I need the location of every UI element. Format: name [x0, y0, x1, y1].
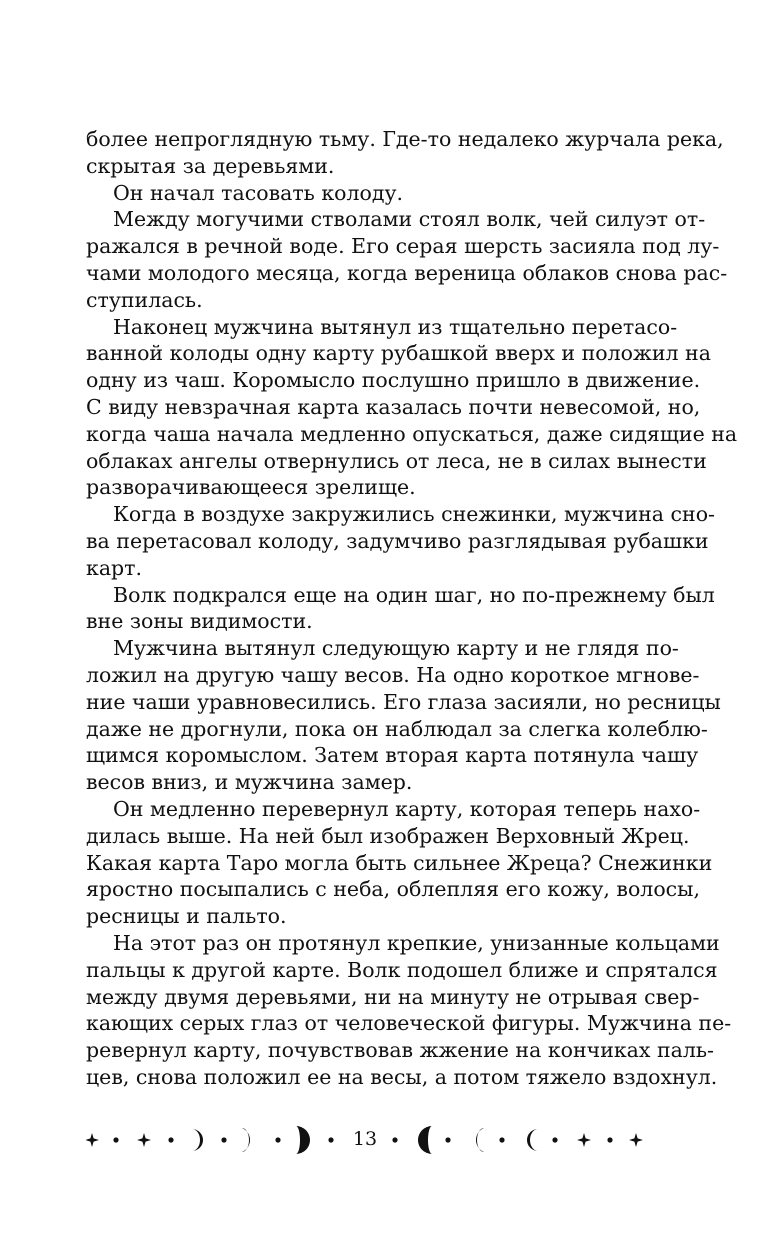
dot-icon: [328, 1137, 333, 1142]
paragraph: [86, 582, 715, 636]
text-line: карт.: [86, 555, 143, 580]
text-line: Наконец мужчина вытянул из тщательно перетасо-: [113, 314, 678, 339]
page-number: 13: [352, 1128, 378, 1150]
text-line: Он медленно перевернул карту, которая теперь нахо-: [113, 796, 701, 821]
text-line: ва перетасовал колоду, задумчиво разглядывая рубашки: [86, 528, 709, 553]
text-line: кающих серых глаз от человеческой фигуры. Мужчина пе-: [86, 1011, 732, 1036]
text-line: ресницы и пальто.: [86, 904, 287, 929]
text-line: яростно посыпались с неба, облепляя его кожу, волосы,: [86, 877, 700, 902]
text-line: Между могучими стволами стоял волк, чей силуэт от-: [113, 207, 706, 232]
paragraph: [86, 796, 713, 930]
text-line: чами молодого месяца, когда вереница облаков снова рас-: [86, 260, 728, 285]
text-line: Когда в воздухе закружились снежинки, мужчина сно-: [113, 502, 715, 527]
moon-crescent-icon: [527, 1129, 538, 1151]
paragraph: [86, 206, 728, 313]
text-line: ние чаши уравновесились. Его глаза засияли, но ресницы: [86, 689, 721, 714]
paragraph: [86, 180, 645, 207]
dot-icon: [168, 1137, 173, 1142]
dot-icon: [552, 1137, 557, 1142]
text-line: цев, снова положил ее на весы, а потом тяжело вздохнул.: [86, 1064, 718, 1089]
text-line: скрытая за деревьями.: [86, 153, 335, 178]
paragraph: [86, 635, 721, 796]
paragraph: [86, 126, 724, 180]
dot-icon: [607, 1137, 612, 1142]
text-line: даже не дрогнули, пока он наблюдал за слегка колеблю-: [86, 716, 708, 741]
text-line: разворачивающееся зрелище.: [86, 475, 416, 500]
text-line: щимся коромыслом. Затем вторая карта потянула чашу: [86, 743, 699, 768]
text-line: облаках ангелы отвернулись от леса, не в силах вынести: [86, 448, 707, 473]
paragraph: [86, 930, 732, 1091]
paragraph: [86, 314, 738, 502]
text-line: ражался в речной воде. Его серая шерсть засияла под лу-: [86, 234, 720, 259]
text-line: ванной колоды одну карту рубашкой вверх и положил на: [86, 341, 711, 366]
text-line: пальцы к другой карте. Волк подошел ближе и спрятался: [86, 957, 718, 982]
star-icon: [629, 1133, 643, 1147]
text-line: когда чаша начала медленно опускаться, даже сидящие на: [86, 421, 738, 446]
dot-icon: [275, 1137, 280, 1142]
text-line: На этот раз он протянул крепкие, унизанные кольцами: [113, 930, 720, 955]
text-line: С виду невзрачная карта казалась почти невесомой, но,: [86, 394, 701, 419]
dot-icon: [445, 1137, 450, 1142]
moon-crescent-icon: [242, 1128, 250, 1152]
dot-icon: [392, 1137, 397, 1142]
star-icon: [86, 1133, 99, 1147]
dot-icon: [499, 1137, 504, 1142]
text-line: ступилась.: [86, 287, 203, 312]
dot-icon: [113, 1137, 118, 1142]
text-line: ложил на другую чашу весов. На одно короткое мгнове-: [86, 662, 700, 687]
moon-gibbous-icon: [296, 1126, 310, 1154]
paragraph: [86, 501, 715, 581]
text-line: одну из чаш. Коромысло послушно пришло в движение.: [86, 368, 701, 393]
text-line: Мужчина вытянул следующую карту и не глядя по-: [113, 636, 679, 661]
moon-crescent-icon: [192, 1129, 203, 1151]
dot-icon: [221, 1137, 226, 1142]
text-line: Он начал тасовать колоду.: [113, 180, 404, 205]
star-icon: [577, 1133, 591, 1147]
page-body: [86, 126, 738, 1091]
text-line: вне зоны видимости.: [86, 609, 313, 634]
text-line: между двумя деревьями, ни на минуту не отрывая свер-: [86, 984, 700, 1009]
text-line: Какая карта Таро могла быть сильнее Жреца? Снежинки: [86, 850, 713, 875]
star-icon: [137, 1133, 151, 1147]
moon-crescent-icon: [476, 1128, 484, 1152]
text-line: более непроглядную тьму. Где-то недалеко журчала река,: [86, 127, 724, 151]
text-line: весов вниз, и мужчина замер.: [86, 770, 413, 795]
text-line: Волк подкрался еще на один шаг, но по-прежнему был: [113, 582, 715, 607]
text-line: дилась выше. На ней был изображен Верховный Жрец.: [86, 823, 690, 848]
moon-gibbous-icon: [418, 1126, 432, 1154]
text-line: ревернул карту, почувствовав жжение на кончиках паль-: [86, 1038, 714, 1063]
